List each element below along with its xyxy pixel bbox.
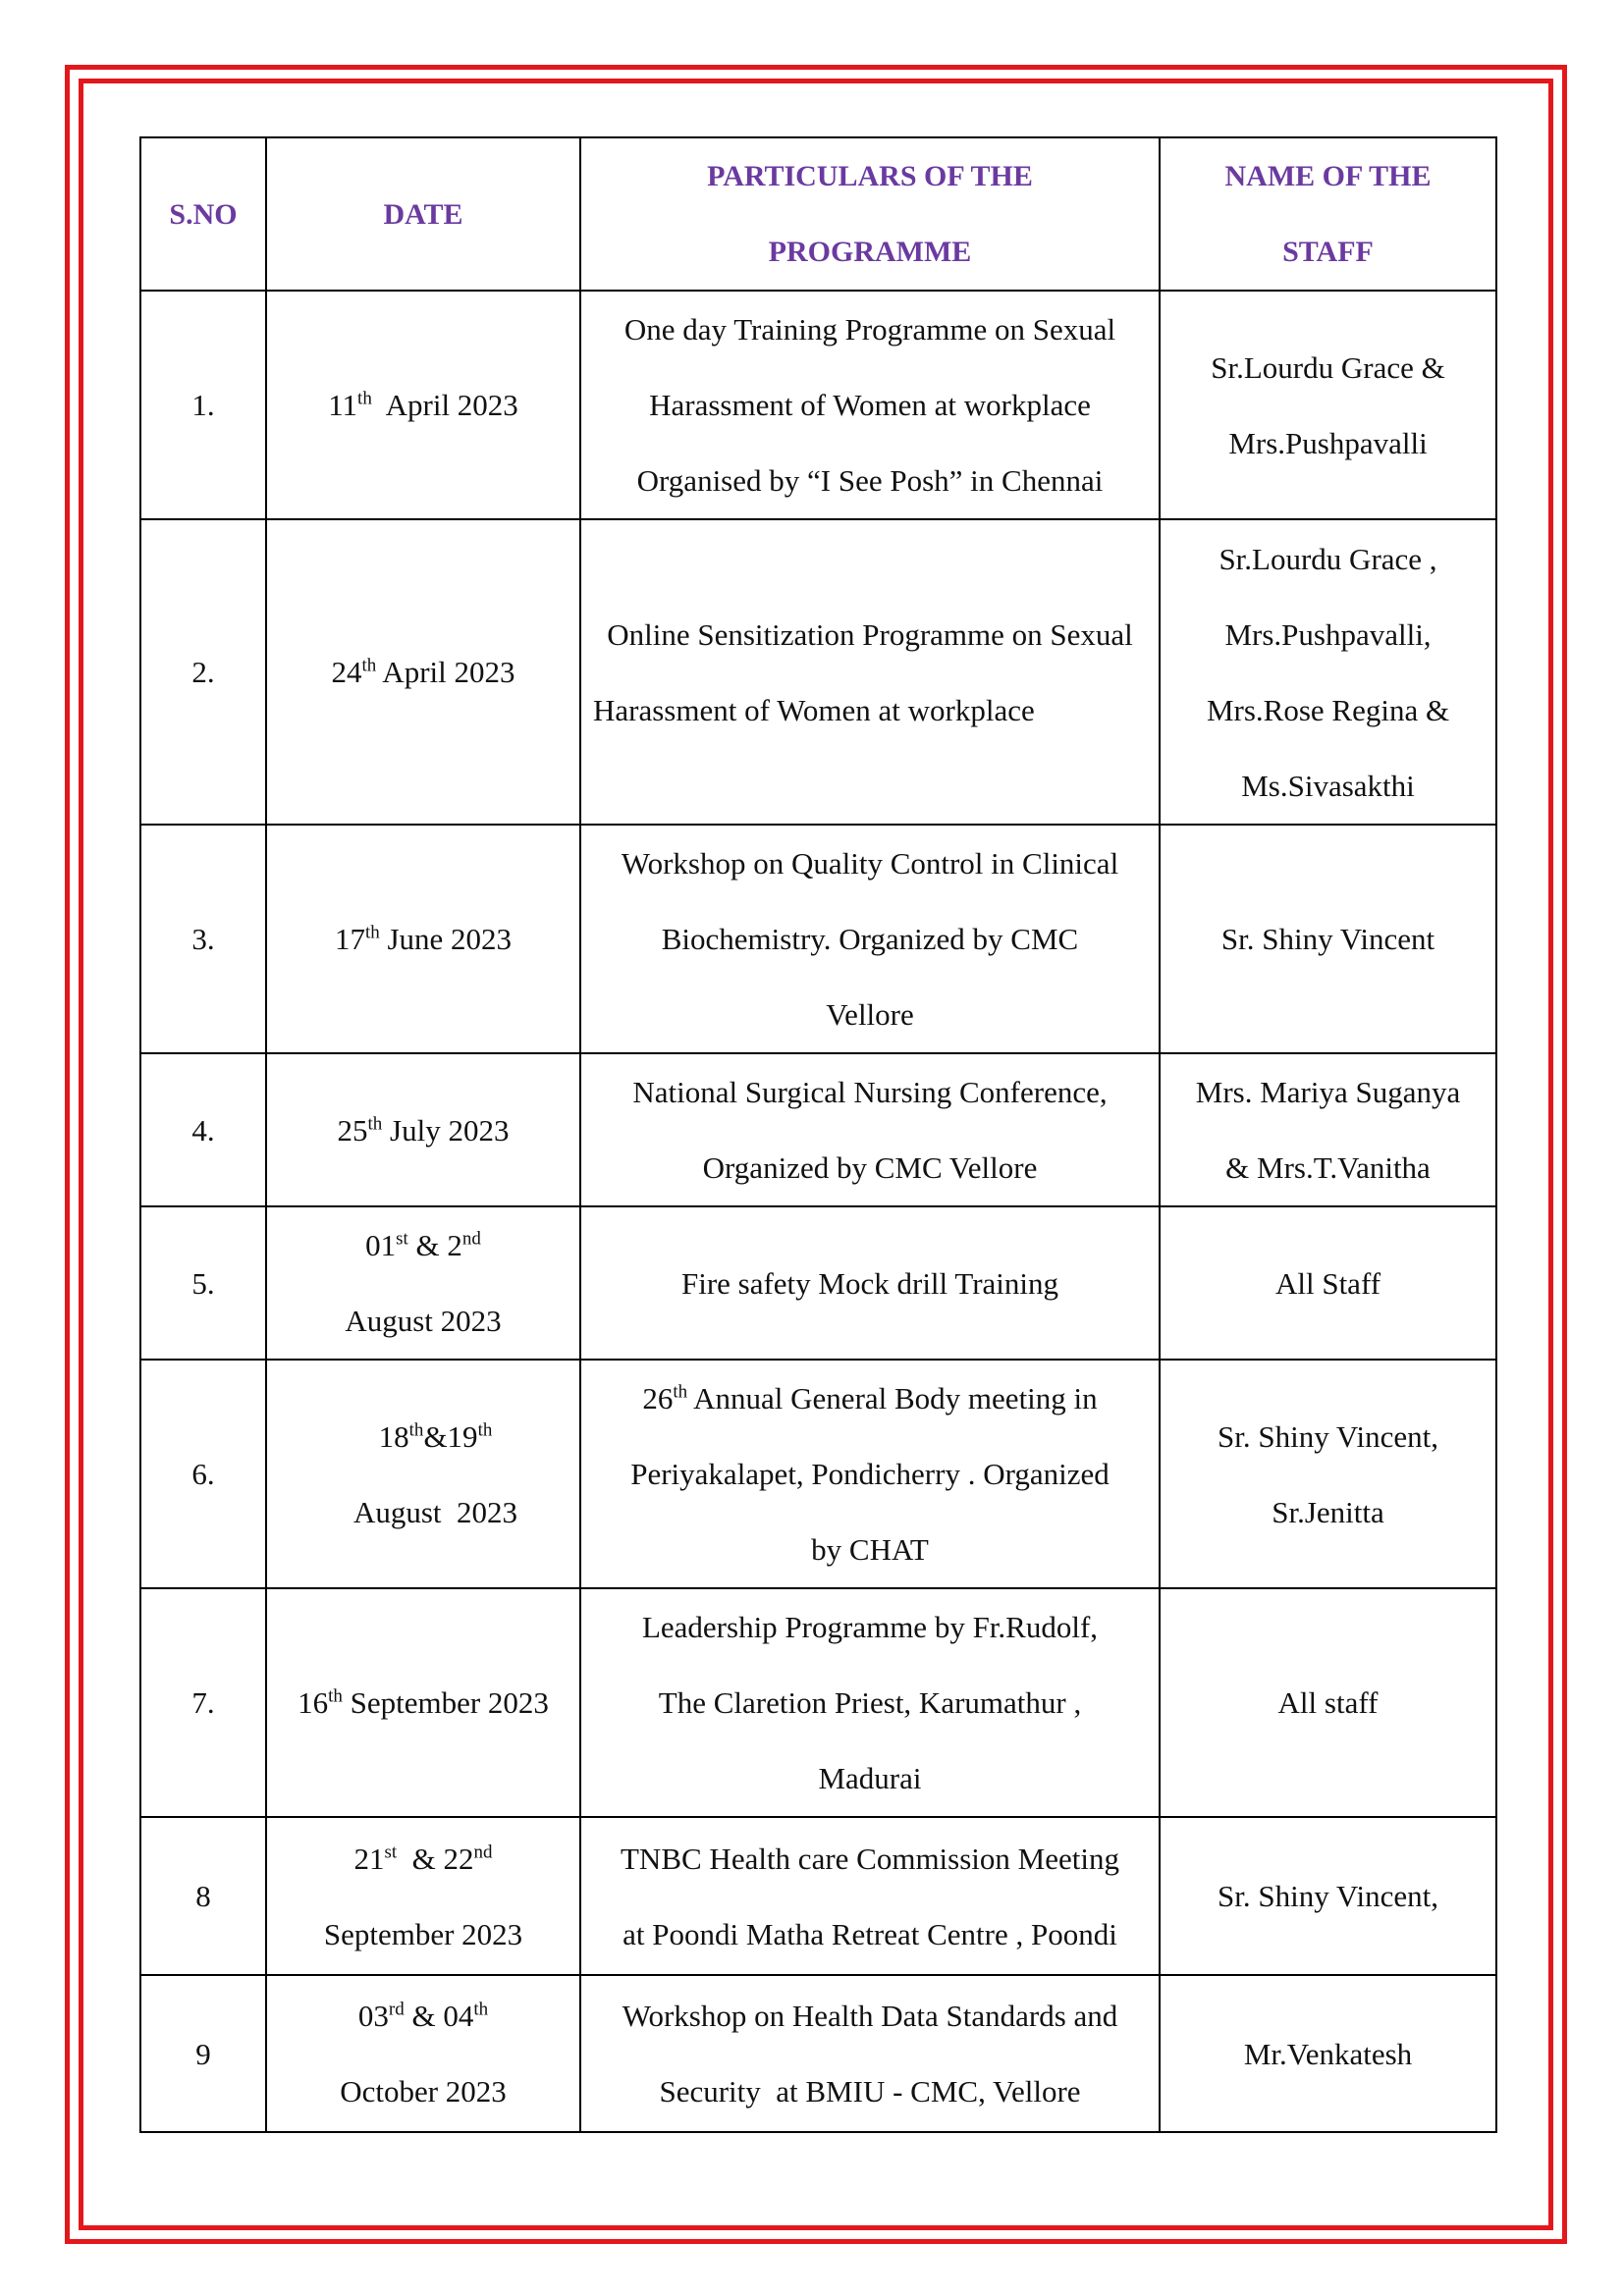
- cell-date: 17th June 2023: [266, 825, 580, 1053]
- cell-particulars: 26th Annual General Body meeting in Periyakalapet, Pondicherry . Organized by CHAT: [580, 1360, 1160, 1588]
- cell-staff: All Staff: [1160, 1206, 1496, 1360]
- cell-staff: Mr.Venkatesh: [1160, 1975, 1496, 2132]
- table-row: [140, 291, 1496, 519]
- cell-particulars: Workshop on Quality Control in Clinical Biochemistry. Organized by CMC Vellore: [580, 825, 1160, 1053]
- cell-particulars: TNBC Health care Commission Meeting at Poondi Matha Retreat Centre , Poondi: [580, 1817, 1160, 1975]
- cell-sno: 2.: [140, 519, 266, 825]
- table-row: [140, 1975, 1496, 2132]
- table-header-row: [140, 137, 1496, 291]
- cell-date: 03rd & 04th October 2023: [266, 1975, 580, 2132]
- cell-sno: 9: [140, 1975, 266, 2132]
- header-particulars: PARTICULARS OF THE PROGRAMME: [580, 137, 1160, 291]
- table-row: [140, 519, 1496, 825]
- cell-sno: 6.: [140, 1360, 266, 1588]
- cell-sno: 8: [140, 1817, 266, 1975]
- header-date: DATE: [266, 137, 580, 291]
- cell-staff: Sr.Lourdu Grace , Mrs.Pushpavalli, Mrs.Rose Regina & Ms.Sivasakthi: [1160, 519, 1496, 825]
- cell-particulars: Online Sensitization Programme on Sexual Harassment of Women at workplace: [580, 519, 1160, 825]
- header-sno: S.NO: [140, 137, 266, 291]
- cell-staff: Sr.Lourdu Grace & Mrs.Pushpavalli: [1160, 291, 1496, 519]
- cell-date: 18th&19th August 2023: [266, 1360, 580, 1588]
- cell-staff: All staff: [1160, 1588, 1496, 1817]
- table-row: [140, 1817, 1496, 1975]
- cell-sno: 5.: [140, 1206, 266, 1360]
- cell-date: 24th April 2023: [266, 519, 580, 825]
- cell-date: 21st & 22nd September 2023: [266, 1817, 580, 1975]
- table-row: [140, 1588, 1496, 1817]
- cell-sno: 7.: [140, 1588, 266, 1817]
- cell-particulars: Leadership Programme by Fr.Rudolf, The Claretion Priest, Karumathur , Madurai: [580, 1588, 1160, 1817]
- table-row: [140, 825, 1496, 1053]
- cell-staff: Sr. Shiny Vincent, Sr.Jenitta: [1160, 1360, 1496, 1588]
- programme-table: [139, 136, 1497, 2133]
- table-row: [140, 1053, 1496, 1206]
- cell-particulars: Workshop on Health Data Standards and Security at BMIU - CMC, Vellore: [580, 1975, 1160, 2132]
- cell-sno: 3.: [140, 825, 266, 1053]
- cell-staff: Sr. Shiny Vincent: [1160, 825, 1496, 1053]
- table-row: [140, 1360, 1496, 1588]
- cell-particulars: One day Training Programme on Sexual Harassment of Women at workplace Organised by “I See Posh” in Chennai: [580, 291, 1160, 519]
- cell-staff: Sr. Shiny Vincent,: [1160, 1817, 1496, 1975]
- cell-date: 01st & 2nd August 2023: [266, 1206, 580, 1360]
- cell-sno: 1.: [140, 291, 266, 519]
- header-staff: NAME OF THE STAFF: [1160, 137, 1496, 291]
- cell-date: 11th April 2023: [266, 291, 580, 519]
- cell-particulars: National Surgical Nursing Conference, Organized by CMC Vellore: [580, 1053, 1160, 1206]
- cell-sno: 4.: [140, 1053, 266, 1206]
- cell-date: 25th July 2023: [266, 1053, 580, 1206]
- table-row: [140, 1206, 1496, 1360]
- cell-staff: Mrs. Mariya Suganya & Mrs.T.Vanitha: [1160, 1053, 1496, 1206]
- cell-particulars: Fire safety Mock drill Training: [580, 1206, 1160, 1360]
- cell-date: 16th September 2023: [266, 1588, 580, 1817]
